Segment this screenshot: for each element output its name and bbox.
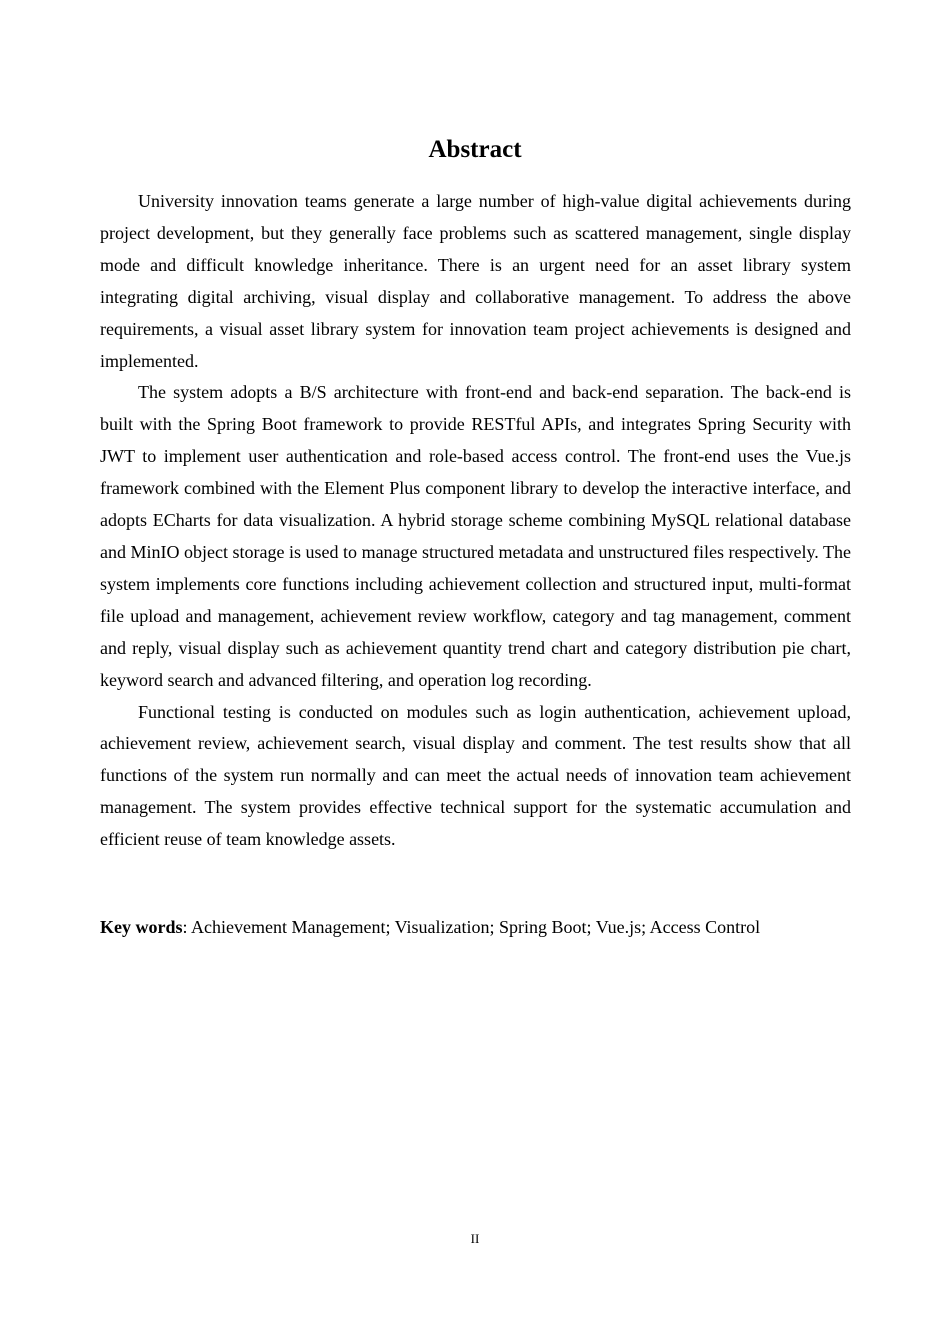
abstract-paragraph-3: Functional testing is conducted on modules such as login authentication, achievement upload, achievement review, achievement search, visual display and comment. The test results show that all functions of the system run normally and can meet the actual needs of innovation team achievement management. The system provides effective technical support for the systematic accumulation and efficient reuse of team knowledge assets. bbox=[100, 701, 851, 850]
abstract-title: Abstract bbox=[428, 136, 522, 163]
abstract-body bbox=[100, 186, 851, 856]
abstract-paragraph-1: University innovation teams generate a large number of high-value digital achievements during project development, but they generally face problems such as scattered management, single display mode and difficult knowledge inheritance. There is an urgent need for an asset library system integrating digital archiving, visual display and collaborative management. To address the above requirements, a visual asset library system for innovation team project achievements is designed and implemented. bbox=[100, 191, 851, 371]
keywords-label: Key words bbox=[100, 917, 183, 937]
keywords-value: Achievement Management; Visualization; Spring Boot; Vue.js; Access Control bbox=[191, 917, 761, 937]
keywords-separator: : bbox=[182, 917, 192, 937]
abstract-paragraph-2: The system adopts a B/S architecture with front-end and back-end separation. The back-end is built with the Spring Boot framework to provide RESTful APIs, and integrates Spring Security with JWT to implement user authentication and role-based access control. The front-end uses the Vue.js framework combined with the Element Plus component library to develop the interactive interface, and adopts ECharts for data visualization. A hybrid storage scheme combining MySQL relational database and MinIO object storage is used to manage structured metadata and unstructured files respectively. The system implements core functions including achievement collection and structured input, multi-format file upload and management, achievement review workflow, category and tag management, comment and reply, visual display such as achievement quantity trend chart and category distribution pie chart, keyword search and advanced filtering, and operation log recording. bbox=[100, 382, 851, 690]
keywords-line bbox=[100, 912, 851, 943]
page-number: II bbox=[470, 1231, 480, 1246]
